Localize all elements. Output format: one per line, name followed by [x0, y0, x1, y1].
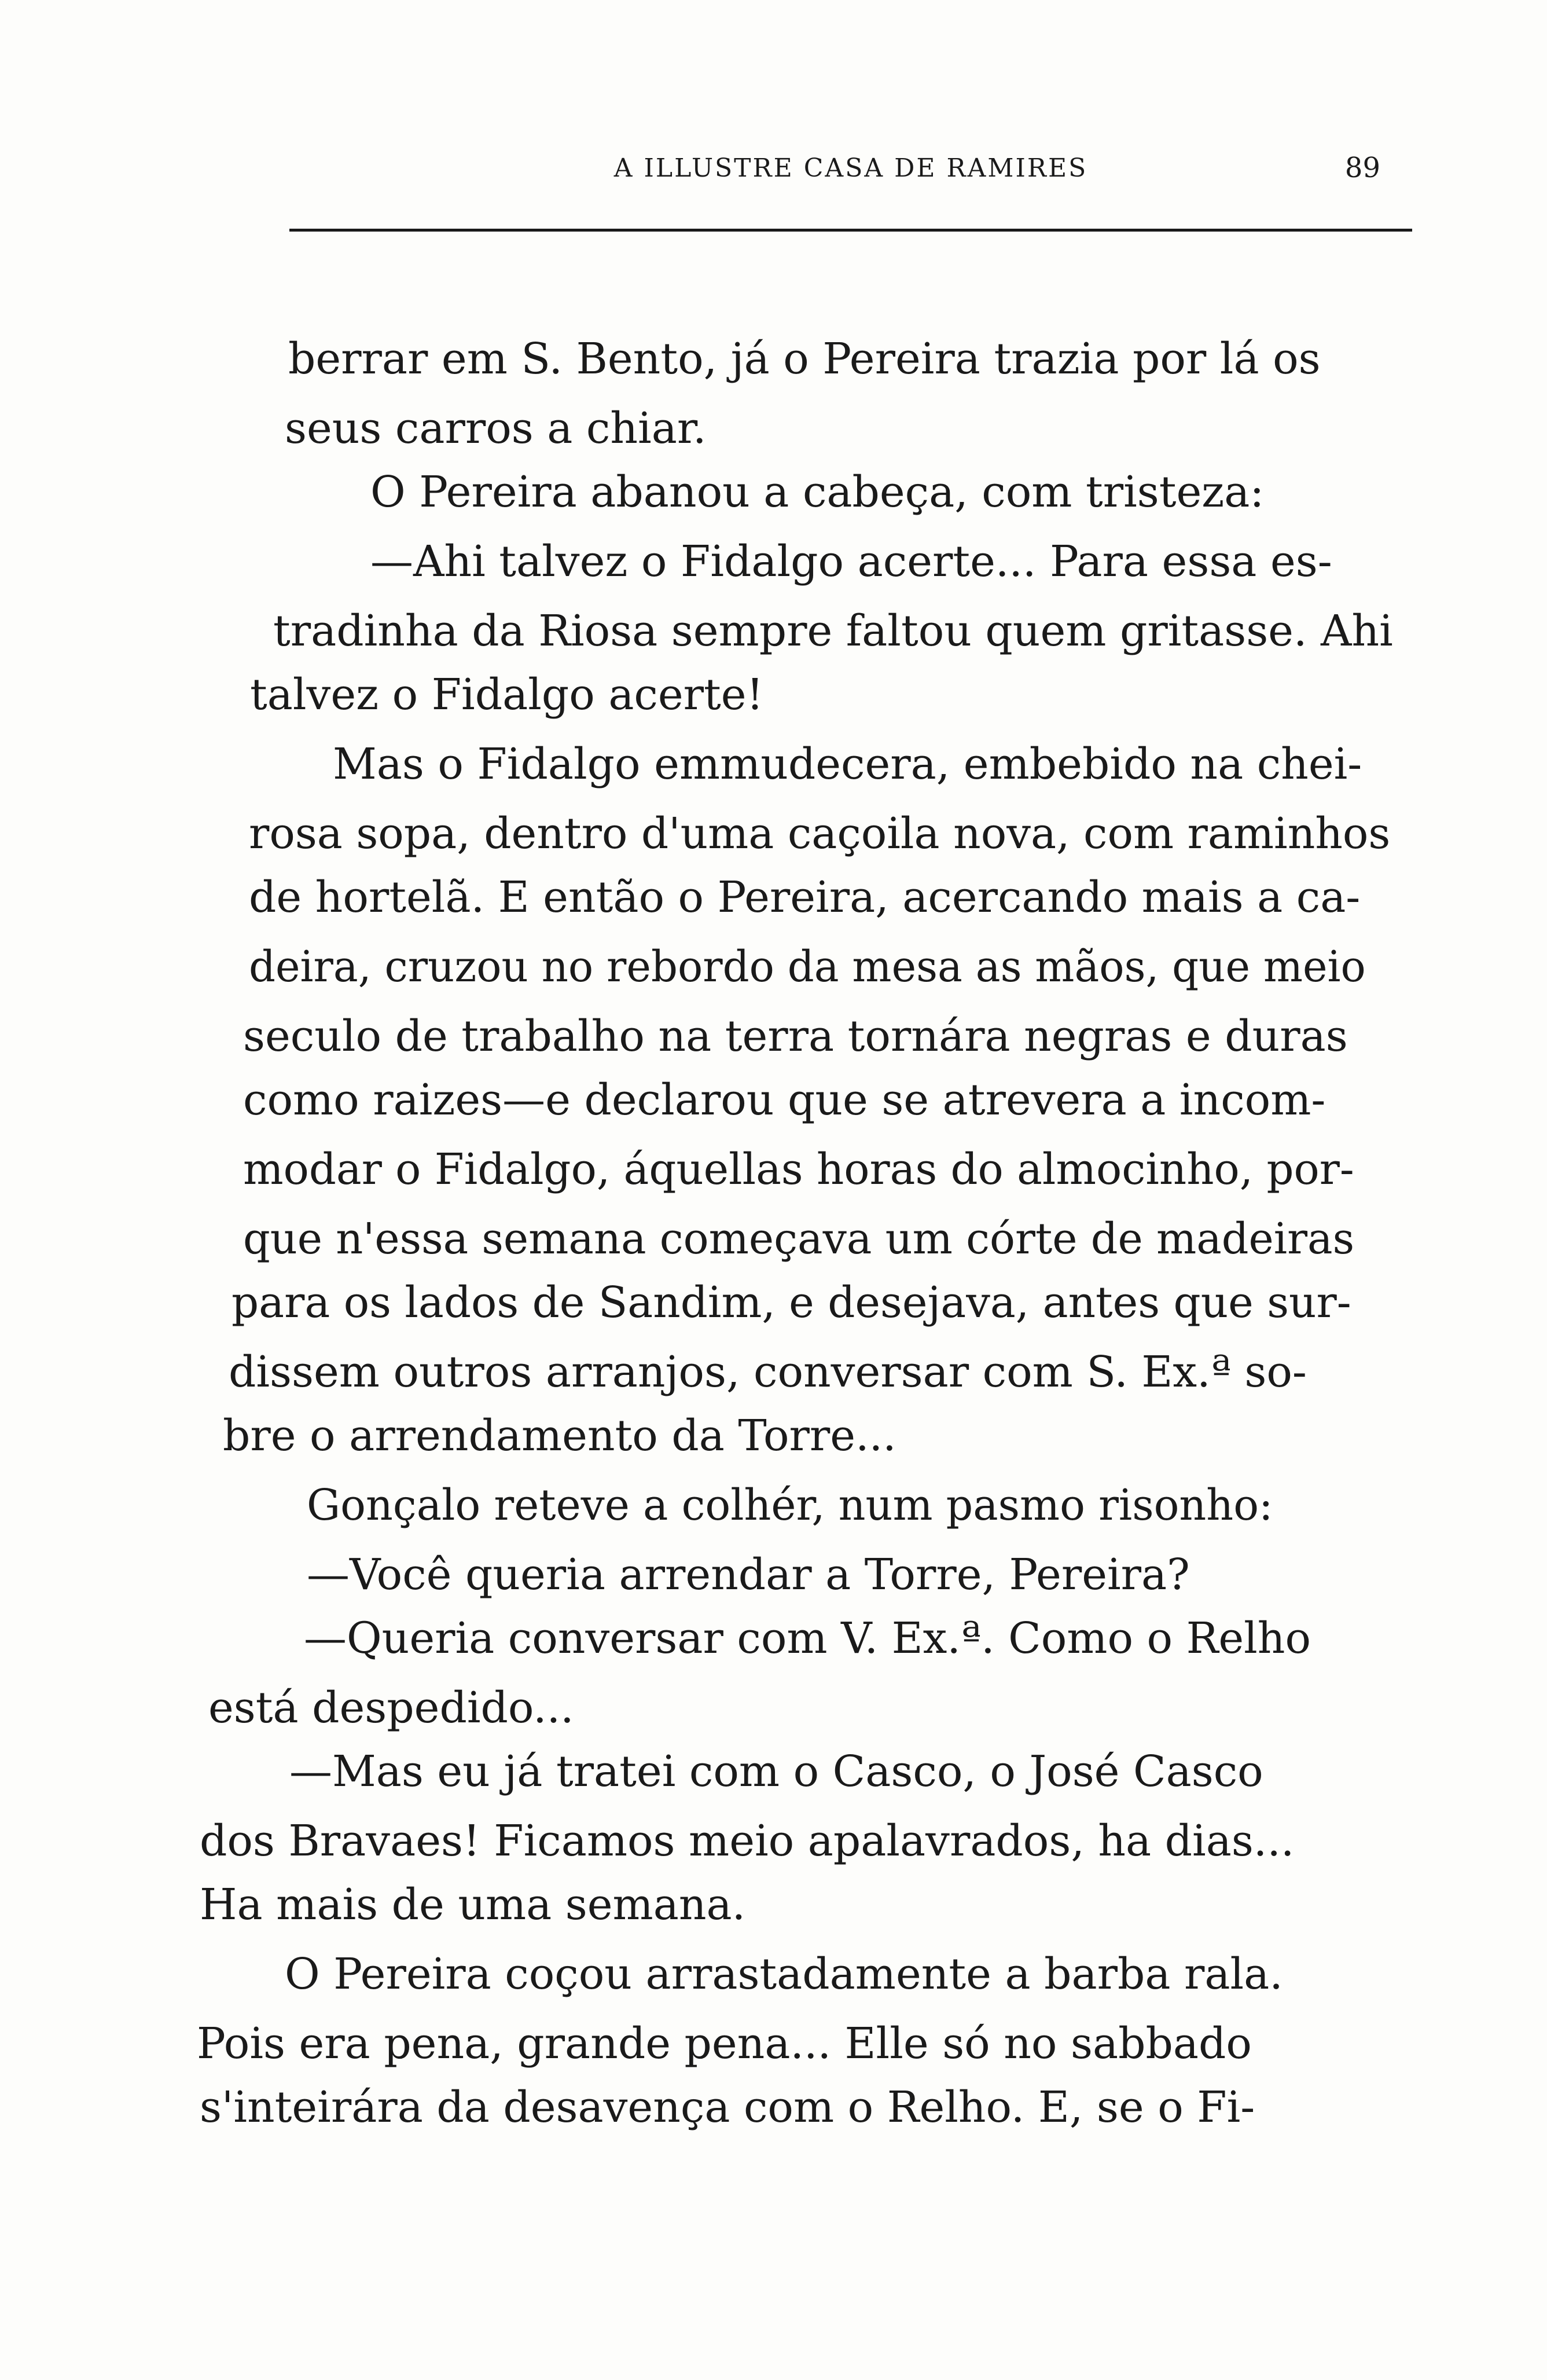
- text-line: Mas o Fidalgo emmudecera, embebido na chei-: [333, 739, 1362, 789]
- text-line: —Mas eu já tratei com o Casco, o José Casco: [289, 1747, 1263, 1796]
- text-line: para os lados de Sandim, e desejava, antes que sur-: [232, 1278, 1351, 1327]
- text-line: seus carros a chiar.: [285, 404, 707, 453]
- text-line: berrar em S. Bento, já o Pereira trazia por lá os: [288, 334, 1321, 384]
- text-line: dos Bravaes! Ficamos meio apalavrados, ha dias...: [200, 1816, 1295, 1866]
- text-line: rosa sopa, dentro d'uma caçoila nova, com raminhos: [249, 809, 1391, 859]
- text-line: Pois era pena, grande pena... Elle só no sabbado: [197, 2019, 1252, 2069]
- text-line: bre o arrendamento da Torre...: [223, 1411, 896, 1461]
- running-title: A ILLUSTRE CASA DE RAMIRES: [613, 153, 1088, 183]
- text-line: de hortelã. E então o Pereira, acercando mais a ca-: [249, 872, 1361, 922]
- text-line: s'inteirára da desavença com o Relho. E, se o Fi-: [200, 2082, 1255, 2132]
- text-line: O Pereira abanou a cabeça, com tristeza:: [370, 467, 1265, 517]
- text-line: dissem outros arranjos, conversar com S. Ex.ª so-: [229, 1347, 1307, 1397]
- page-number: 89: [1344, 152, 1380, 184]
- text-line: Ha mais de uma semana.: [200, 1880, 746, 1930]
- header-rule: [289, 229, 1412, 232]
- text-line: que n'essa semana começava um córte de madeiras: [243, 1214, 1355, 1264]
- text-line: talvez o Fidalgo acerte!: [250, 670, 764, 720]
- text-line: Gonçalo reteve a colhér, num pasmo risonho:: [307, 1480, 1273, 1530]
- text-line: —Ahi talvez o Fidalgo acerte... Para essa es-: [370, 537, 1332, 586]
- text-line: O Pereira coçou arrastadamente a barba rala.: [285, 1949, 1283, 1999]
- text-line: seculo de trabalho na terra tornára negras e duras: [243, 1011, 1348, 1061]
- text-line: como raizes—e declarou que se atrevera a incom-: [243, 1075, 1326, 1125]
- text-line: —Você queria arrendar a Torre, Pereira?: [307, 1550, 1190, 1600]
- text-line: deira, cruzou no rebordo da mesa as mãos, que meio: [249, 942, 1366, 992]
- text-line: —Queria conversar com V. Ex.ª. Como o Relho: [304, 1613, 1311, 1663]
- text-line: tradinha da Riosa sempre faltou quem gritasse. Ahi: [273, 606, 1393, 656]
- text-line: está despedido...: [208, 1683, 574, 1733]
- text-line: modar o Fidalgo, áquellas horas do almocinho, por-: [243, 1145, 1354, 1194]
